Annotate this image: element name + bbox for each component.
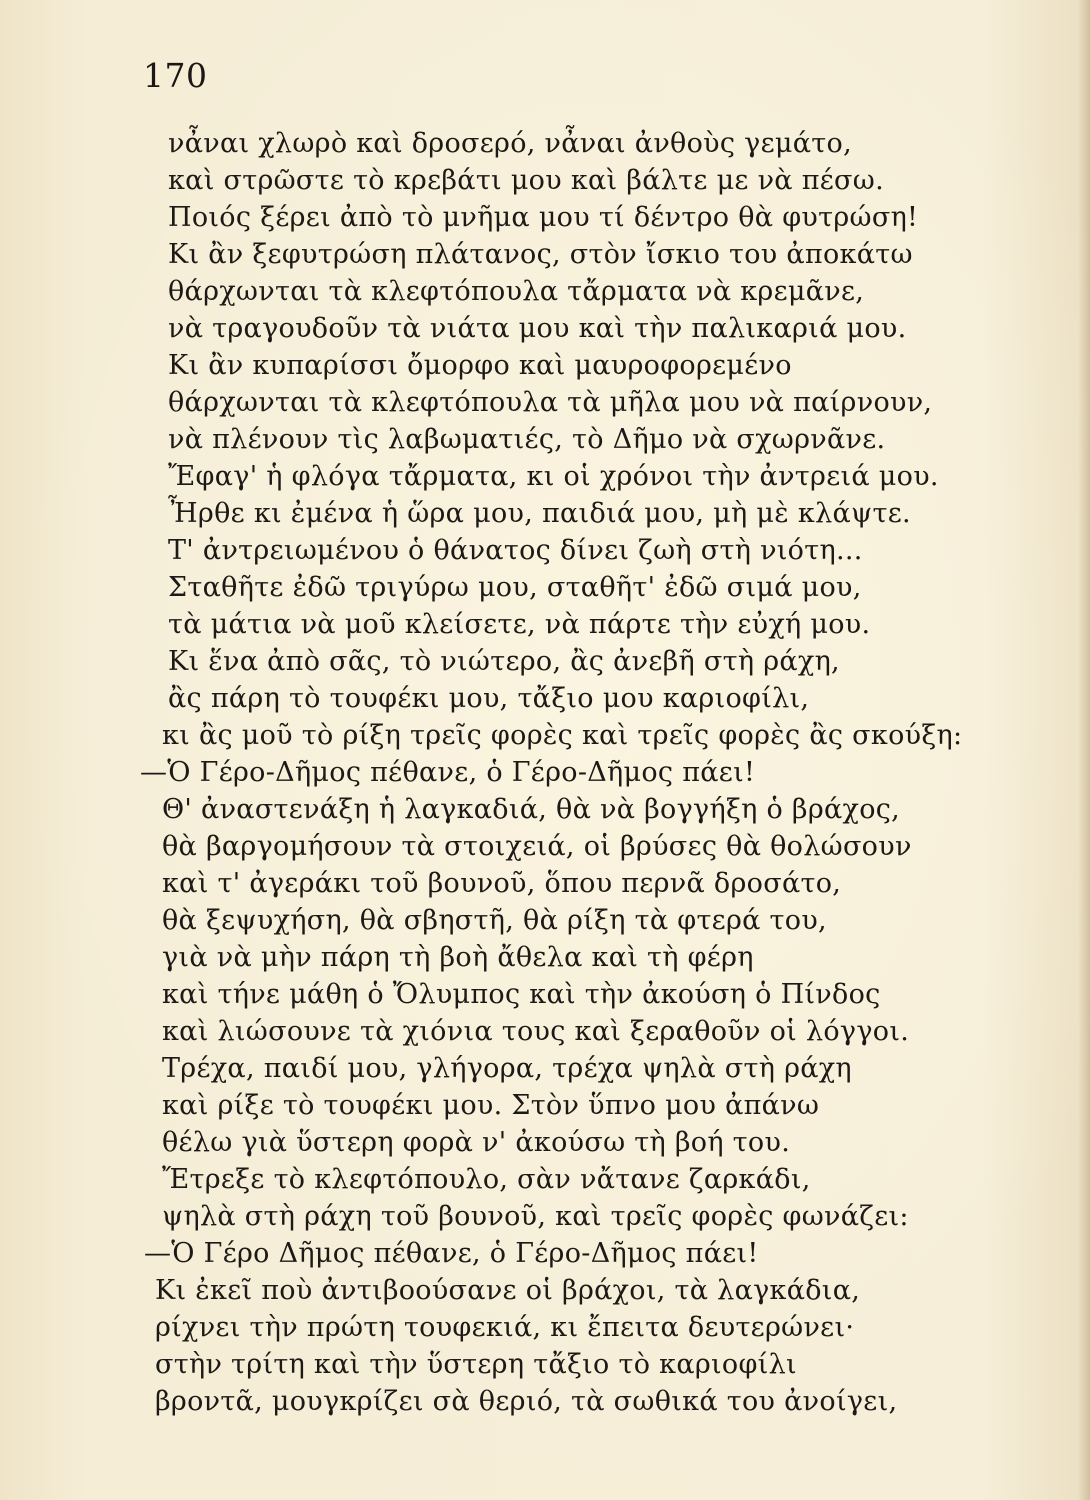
poem-line: νἆναι χλωρὸ καὶ δροσερό, νἆναι ἀνθοὺς γεμάτο, (168, 128, 852, 159)
poem-line: νὰ τραγουδοῦν τὰ νιάτα μου καὶ τὴν παλικαριά μου. (168, 313, 907, 344)
poem-line: ρίχνει τὴν πρώτη τουφεκιά, κι ἔπειτα δευτερώνει· (155, 1312, 855, 1343)
poem-line: Σταθῆτε ἐδῶ τριγύρω μου, σταθῆτ' ἐδῶ σιμά μου, (168, 572, 862, 603)
poem-line: τὰ μάτια νὰ μοῦ κλείσετε, νὰ πάρτε τὴν εὐχή μου. (168, 609, 871, 640)
poem-line: θὰ ξεψυχήση, θὰ σβηστῆ, θὰ ρίξη τὰ φτερά του, (162, 905, 827, 936)
poem-line: Ἦρθε κι ἐμένα ἡ ὥρα μου, παιδιά μου, μὴ μὲ κλάψτε. (168, 498, 911, 529)
poem-line: καὶ λιώσουνε τὰ χιόνια τους καὶ ξεραθοῦν οἱ λόγγοι. (162, 1016, 910, 1047)
poem-line: Ποιός ξέρει ἀπὸ τὸ μνῆμα μου τί δέντρο θὰ φυτρώση! (168, 202, 919, 233)
poem-line: —Ὁ Γέρο Δῆμος πέθανε, ὁ Γέρο-Δῆμος πάει! (144, 1238, 759, 1269)
poem-line: Τρέχα, παιδί μου, γλήγορα, τρέχα ψηλὰ στὴ ράχη (162, 1053, 852, 1084)
poem-line: Θ' ἀναστενάξη ἡ λαγκαδιά, θὰ νὰ βογγήξη ὁ βράχος, (162, 794, 901, 825)
poem-line: κι ἂς μοῦ τὸ ρίξη τρεῖς φορὲς καὶ τρεῖς φορὲς ἂς σκούξη: (162, 720, 963, 751)
poem-line: γιὰ νὰ μὴν πάρη τὴ βοὴ ἄθελα καὶ τὴ φέρη (162, 942, 754, 973)
poem-line: Κι ἕνα ἀπὸ σᾶς, τὸ νιώτερο, ἂς ἀνεβῆ στὴ ράχη, (168, 646, 840, 677)
poem-line: καὶ ρίξε τὸ τουφέκι μου. Στὸν ὕπνο μου ἀπάνω (162, 1090, 820, 1121)
poem-line: βροντᾶ, μουγκρίζει σὰ θεριό, τὰ σωθικά του ἀνοίγει, (155, 1386, 898, 1417)
poem-line: ἂς πάρη τὸ τουφέκι μου, τἄξιο μου καριοφίλι, (168, 683, 810, 714)
poem-line: —Ὁ Γέρο-Δῆμος πέθανε, ὁ Γέρο-Δῆμος πάει! (140, 757, 756, 788)
poem-line: θάρχωνται τὰ κλεφτόπουλα τἄρματα νὰ κρεμᾶνε, (168, 276, 865, 307)
poem-line: Ἔτρεξε τὸ κλεφτόπουλο, σὰν νἄτανε ζαρκάδι, (162, 1164, 811, 1195)
poem-line: νὰ πλένουν τὶς λαβωματιές, τὸ Δῆμο νὰ σχωρνᾶνε. (168, 424, 886, 455)
poem-line: θὰ βαργομήσουν τὰ στοιχειά, οἱ βρύσες θὰ θολώσουν (162, 831, 912, 862)
poem-line: Κι ἂν ξεφυτρώση πλάτανος, στὸν ἴσκιο του ἀποκάτω (168, 239, 913, 270)
poem-line: στὴν τρίτη καὶ τὴν ὕστερη τἄξιο τὸ καριοφίλι (155, 1349, 797, 1380)
poem-line: Κι ἂν κυπαρίσσι ὄμορφο καὶ μαυροφορεμένο (168, 350, 792, 381)
poem-line: θάρχωνται τὰ κλεφτόπουλα τὰ μῆλα μου νὰ παίρνουν, (168, 387, 933, 418)
page-edge-shadow (1078, 0, 1090, 1500)
page-number: 170 (143, 56, 208, 95)
poem-line: Τ' ἀντρειωμένου ὁ θάνατος δίνει ζωὴ στὴ νιότη... (168, 535, 863, 566)
poem-line: Ἔφαγ' ἡ φλόγα τἄρματα, κι οἱ χρόνοι τὴν ἀντρειά μου. (168, 461, 939, 492)
poem-line: θέλω γιὰ ὕστερη φορὰ ν' ἀκούσω τὴ βοή του. (162, 1127, 791, 1158)
poem-line: καὶ τ' ἀγεράκι τοῦ βουνοῦ, ὅπου περνᾶ δροσάτο, (162, 868, 842, 899)
poem-line: ψηλὰ στὴ ράχη τοῦ βουνοῦ, καὶ τρεῖς φορὲς φωνάζει: (162, 1201, 909, 1232)
poem-line: Κι ἐκεῖ ποὺ ἀντιβοούσανε οἱ βράχοι, τὰ λαγκάδια, (155, 1275, 861, 1306)
poem-line: καὶ τήνε μάθη ὁ Ὄλυμπος καὶ τὴν ἀκούση ὁ Πίνδος (162, 979, 881, 1010)
poem-line: καὶ στρῶστε τὸ κρεβάτι μου καὶ βάλτε με νὰ πέσω. (168, 165, 884, 196)
